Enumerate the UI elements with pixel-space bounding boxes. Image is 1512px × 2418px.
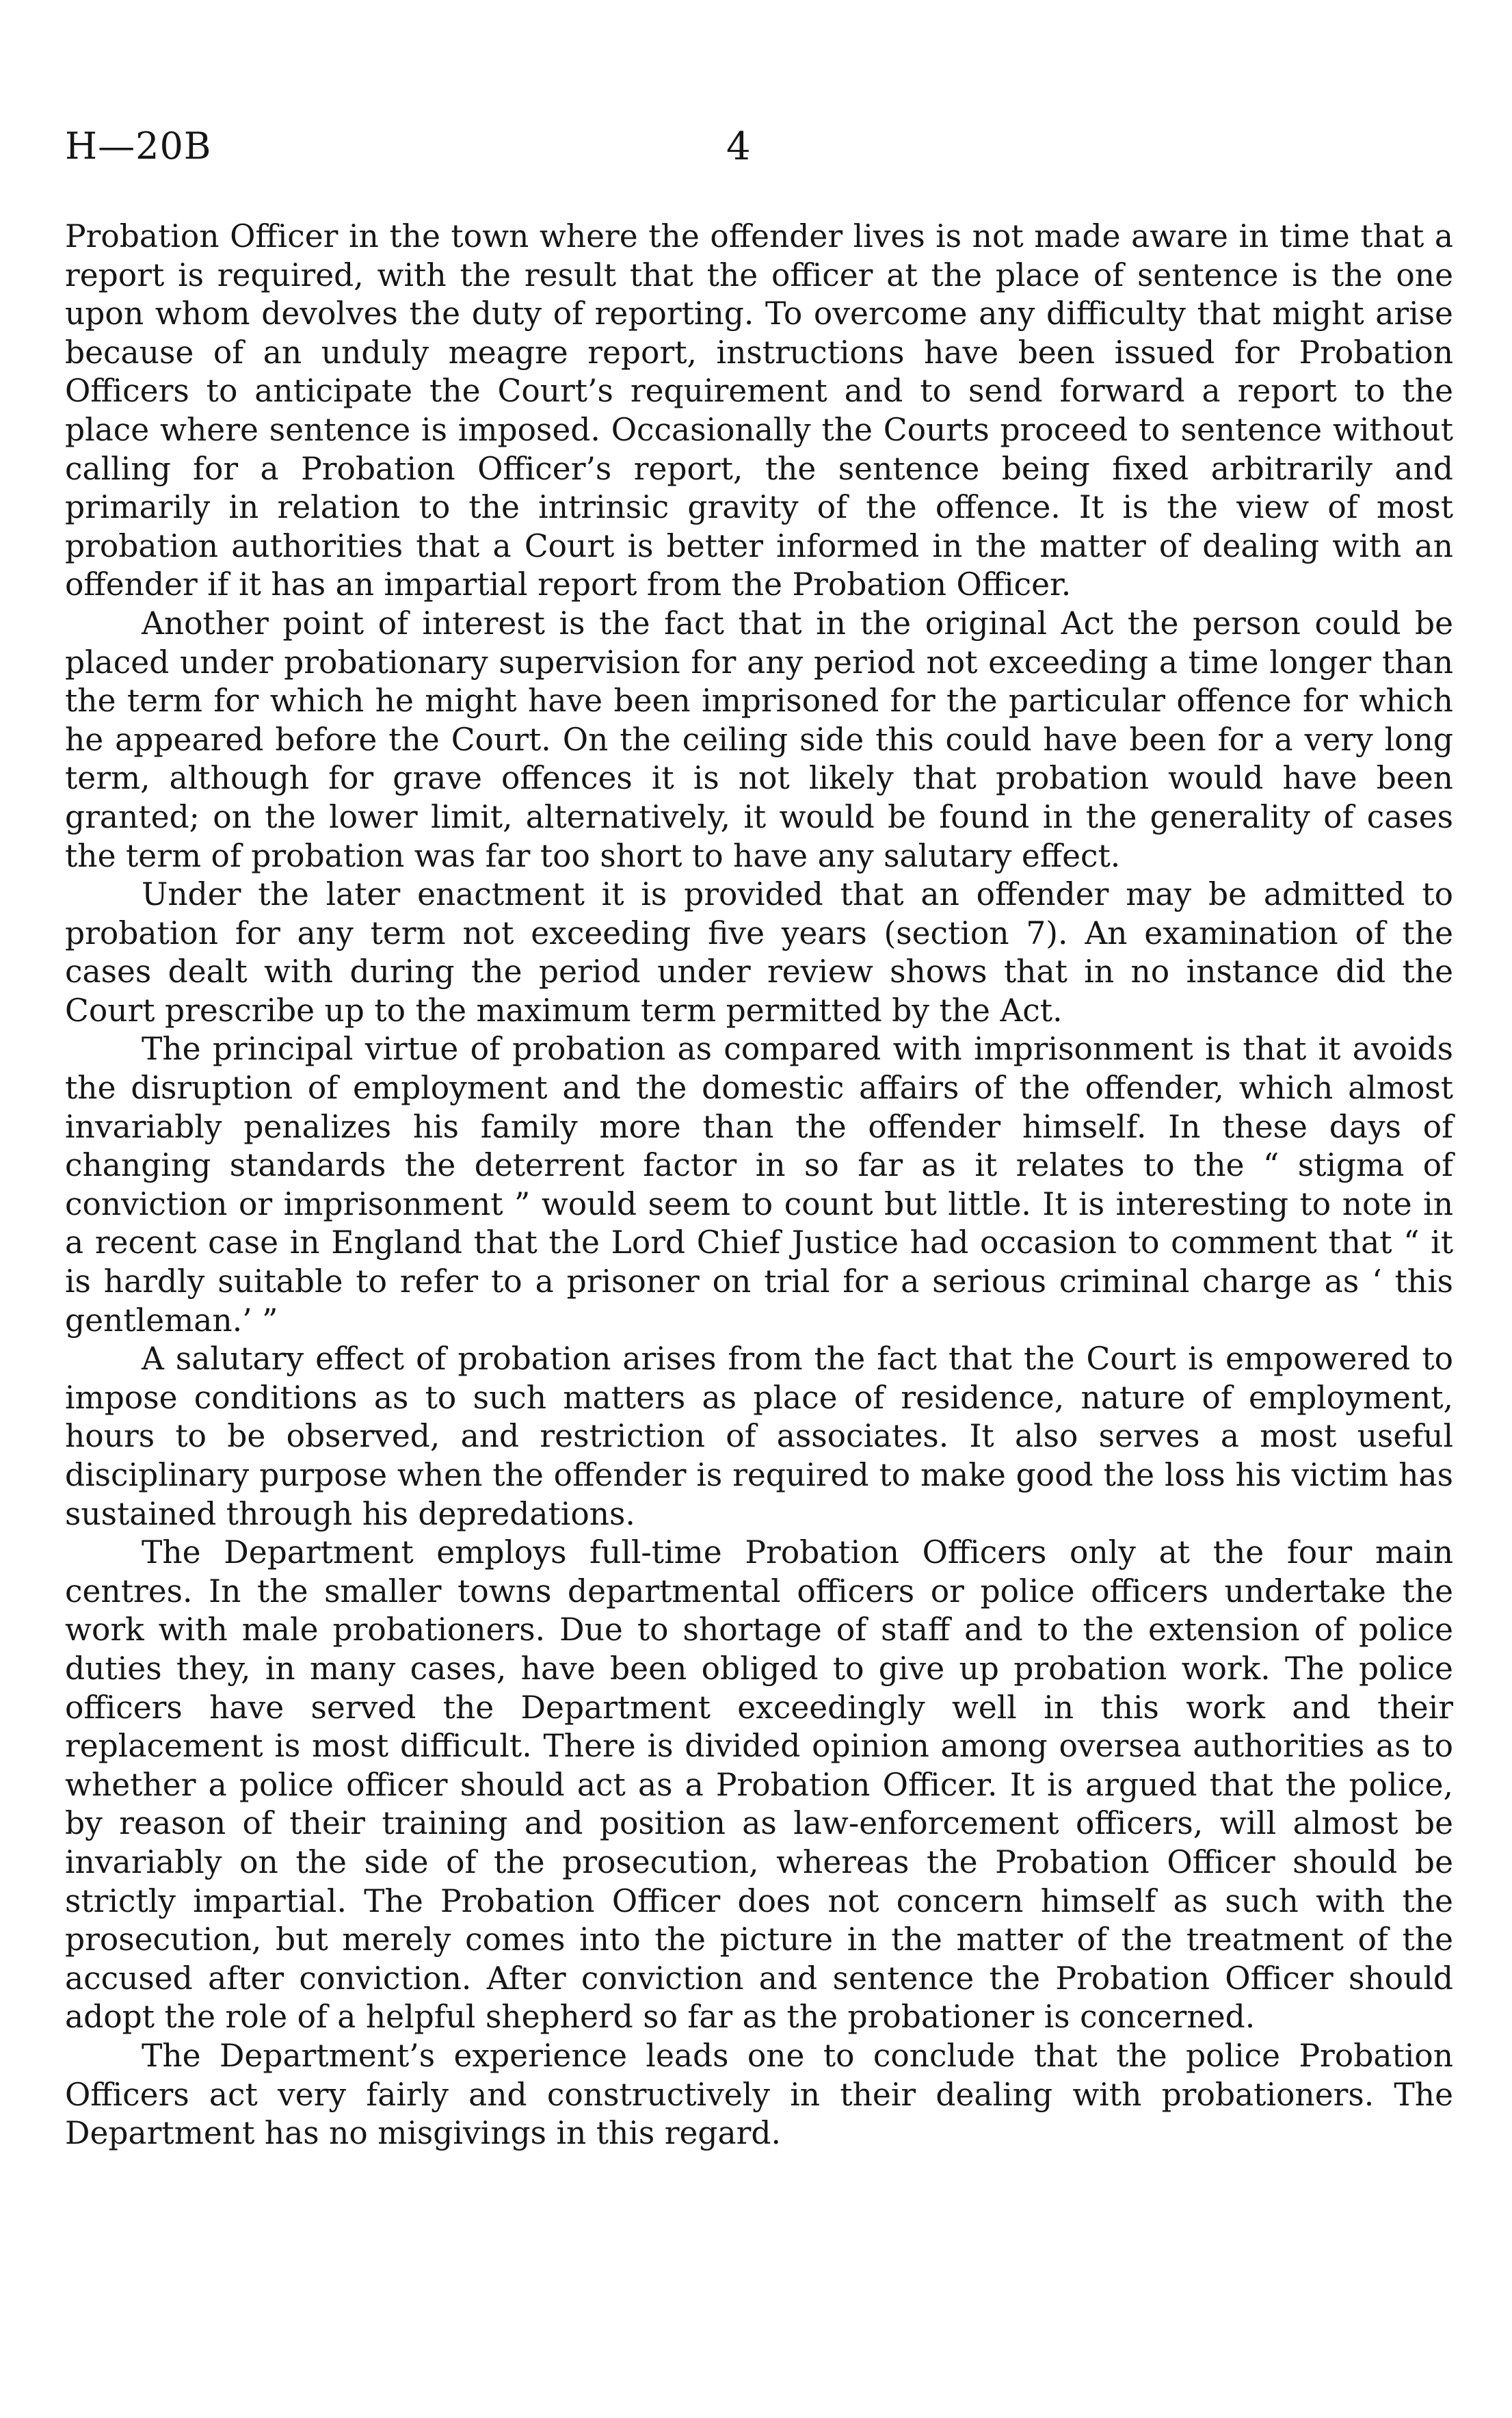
paragraph-department-experience: The Department’s experience leads one to conclude that the police Probation Officers act very fairly and constructively in their dealing with probationers. The Department has no misgivings in this regard. [65, 2037, 1453, 2152]
body-text [65, 218, 1453, 2153]
paragraph-continued: Probation Officer in the town where the offender lives is not made aware in time that a report is required, with the result that the officer at the place of sentence is the one upon whom devolves the duty of reporting. To overcome any difficulty that might arise because of an unduly meagre report, instructions have been issued for Probation Officers to anticipate the Court’s requirement and to send forward a report to the place where sentence is imposed. Occasionally the Courts proceed to sentence without calling for a Probation Officer’s report, the sentence being fixed arbitrarily and primarily in relation to the intrinsic gravity of the offence. It is the view of most probation authorities that a Court is better informed in the matter of dealing with an offender if it has an impartial report from the Probation Officer. [65, 218, 1453, 603]
document-reference: H—20B [65, 124, 212, 168]
paragraph-later-enactment: Under the later enactment it is provided that an offender may be admitted to probation for any term not exceeding five years (section 7). An examination of the cases dealt with during the period under review shows that in no instance did the Court prescribe up to the maximum term permitted by the Act. [65, 876, 1453, 1029]
page-header [65, 124, 1453, 179]
paragraph-original-act: Another point of interest is the fact that in the original Act the person could be placed under probationary supervision for any period not exceeding a time longer than the term for which he might have been imprisoned for the particular offence for which he appeared before the Court. On the ceiling side this could have been for a very long term, although for grave offences it is not likely that probation would have been granted; on the lower limit, alternatively, it would be found in the generality of cases the term of probation was far too short to have any salutary effect. [65, 605, 1453, 874]
paragraph-principal-virtue: The principal virtue of probation as compared with imprisonment is that it avoids the disruption of employment and the domestic affairs of the offender, which almost invariably penalizes his family more than the offender himself. In these days of changing standards the deterrent factor in so far as it relates to the “ stigma of conviction or imprisonment ” would seem to count but little. It is interesting to note in a recent case in England that the Lord Chief Justice had occasion to comment that “ it is hardly suitable to refer to a prisoner on trial for a serious criminal charge as ‘ this gentleman.’ ” [65, 1031, 1453, 1339]
paragraph-department-officers: The Department employs full-time Probation Officers only at the four main centres. In the smaller towns departmental officers or police officers undertake the work with male probationers. Due to shortage of staff and to the extension of police duties they, in many cases, have been obliged to give up probation work. The police officers have served the Department exceedingly well in this work and their replacement is most difficult. There is divided opinion among oversea authorities as to whether a police officer should act as a Probation Officer. It is argued that the police, by reason of their training and position as law-enforcement officers, will almost be invariably on the side of the prosecution, whereas the Probation Officer should be strictly impartial. The Probation Officer does not concern himself as such with the prosecution, but merely comes into the picture in the matter of the treatment of the accused after conviction. After conviction and sentence the Probation Officer should adopt the role of a helpful shepherd so far as the probationer is concerned. [65, 1534, 1453, 2036]
paragraph-salutary-effect: A salutary effect of probation arises from the fact that the Court is empowered to impose conditions as to such matters as place of residence, nature of employment, hours to be observed, and restriction of associates. It also serves a most useful disciplinary purpose when the offender is required to make good the loss his victim has sustained through his depredations. [65, 1341, 1453, 1532]
page-number: 4 [726, 124, 751, 169]
